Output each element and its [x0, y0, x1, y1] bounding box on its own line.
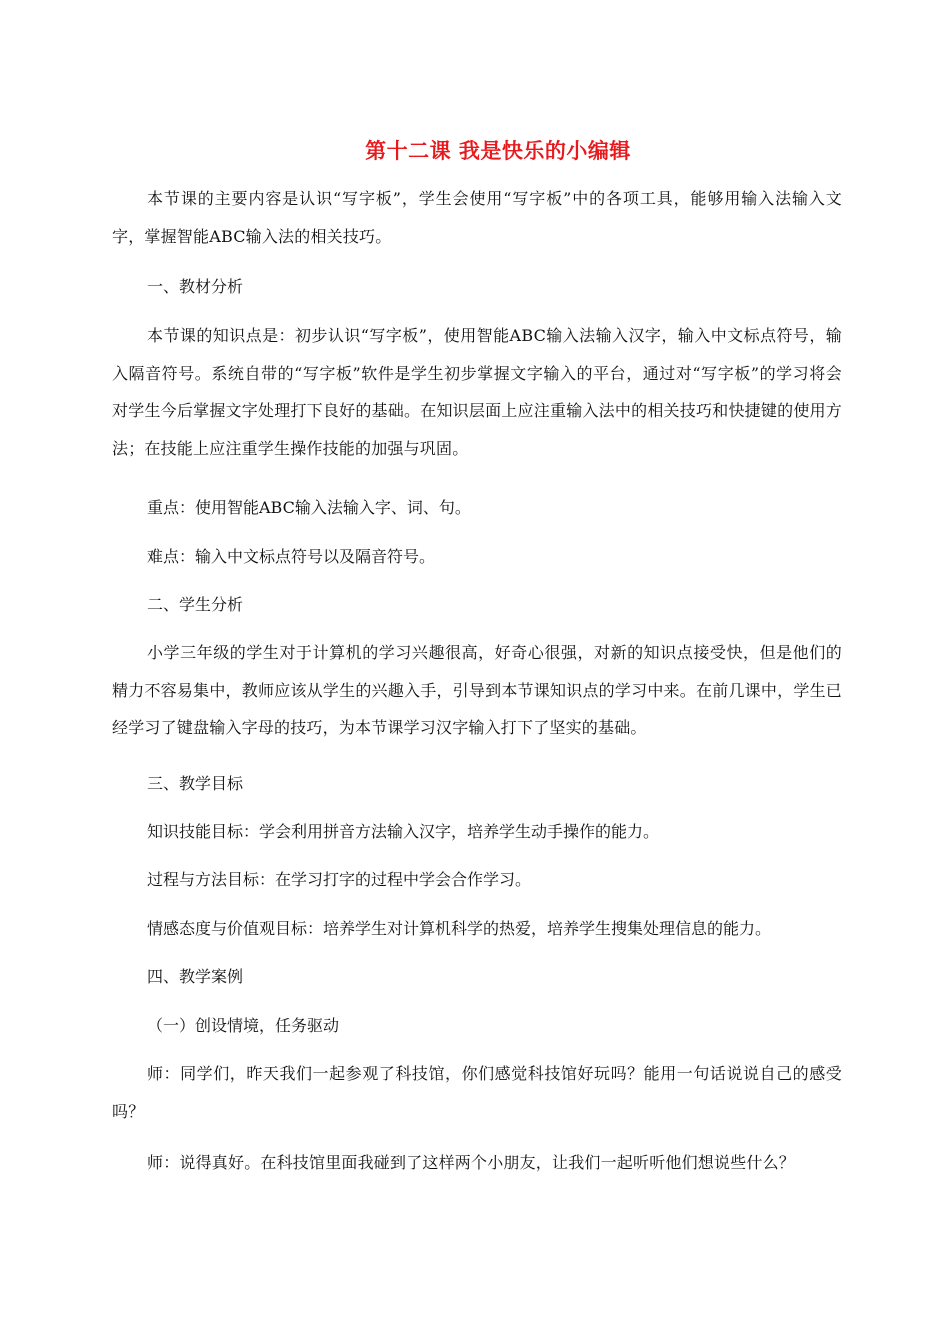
textbook-analysis-paragraph: 本节课的知识点是：初步认识“写字板”，使用智能ABC输入法输入汉字，输入中文标点符号，输入隔音符号。系统自带的“写字板”软件是学生初步掌握文字输入的平台，通过对“写字板”的学习将会对学生今后掌握文字处理打下良好的基础。在知识层面上应注重输入法中的相关技巧和快捷键的使用方法；在技能上应注重学生操作技能的加强与巩固。	[112, 326, 842, 458]
intro-paragraph: 本节课的主要内容是认识“写字板”，学生会使用“写字板”中的各项工具，能够用输入法输入文字，掌握智能ABC输入法的相关技巧。	[112, 189, 842, 246]
teacher-dialogue-1: 师：同学们，昨天我们一起参观了科技馆，你们感觉科技馆好玩吗？能用一句话说说自己的感受吗？	[112, 1064, 842, 1121]
student-analysis-paragraph: 小学三年级的学生对于计算机的学习兴趣很高，好奇心很强，对新的知识点接受快，但是他们的精力不容易集中，教师应该从学生的兴趣入手，引导到本节课知识点的学习中来。在前几课中，学生已经学习了键盘输入字母的技巧，为本节课学习汉字输入打下了坚实的基础。	[112, 643, 842, 737]
section-heading-student-analysis: 二、学生分析	[147, 595, 244, 614]
section-heading-teaching-case: 四、教学案例	[147, 967, 244, 986]
key-point-line: 重点：使用智能ABC输入法输入字、词、句。	[147, 498, 471, 517]
teacher-dialogue-2: 师：说得真好。在科技馆里面我碰到了这样两个小朋友，让我们一起听听他们想说些什么？	[147, 1153, 796, 1172]
difficulty-line: 难点：输入中文标点符号以及隔音符号。	[147, 547, 436, 566]
goal-knowledge-skill: 知识技能目标：学会利用拼音方法输入汉字，培养学生动手操作的能力。	[147, 822, 660, 841]
goal-process-method: 过程与方法目标：在学习打字的过程中学会合作学习。	[147, 870, 532, 889]
section-heading-teaching-goals: 三、教学目标	[147, 774, 244, 793]
goal-emotion-values: 情感态度与价值观目标：培养学生对计算机科学的热爱，培养学生搜集处理信息的能力。	[147, 919, 772, 938]
subsection-scenario: （一）创设情境，任务驱动	[147, 1016, 340, 1035]
document-title: 第十二课 我是快乐的小编辑	[365, 138, 631, 163]
section-heading-textbook-analysis: 一、教材分析	[147, 277, 244, 296]
